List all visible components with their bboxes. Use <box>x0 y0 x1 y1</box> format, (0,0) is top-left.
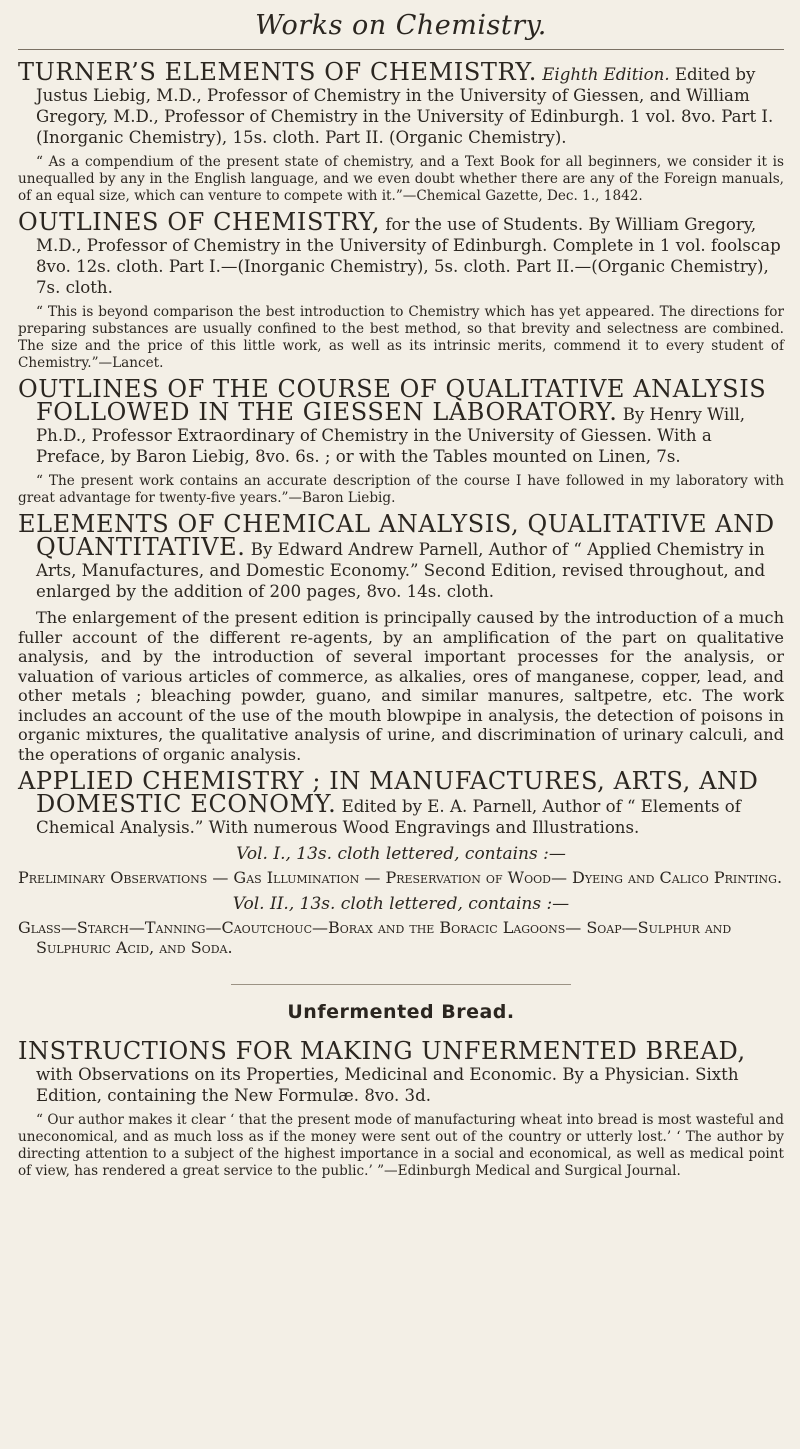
entry-quote: “ This is beyond comparison the best introduction to Chemistry which has yet appeared. The directions for preparing substances are usually confined to the best method, so that brevity and selectness are combined. The size and the price of this little work, as well as its intrinsic merits, commend it to every student of Chemistry.”—Lancet. <box>18 304 784 371</box>
entry-main <box>18 375 784 467</box>
entry-title: APPLIED CHEMISTRY ; IN MANUFACTURES, ARTS, AND DOMESTIC ECONOMY. <box>18 767 759 818</box>
running-head: Works on Chemistry. <box>255 10 547 41</box>
entry-title: INSTRUCTIONS FOR MAKING UNFERMENTED BREAD, <box>18 1037 746 1065</box>
entry-quote: “ Our author makes it clear ‘ that the present mode of manufacturing wheat into bread is most wasteful and uneconomical, and as much loss as if the money were sent out of the country or utterly lost.’ ‘ The author by directing attention to a subject of the highest importance in a social and economical, as well as medical point of view, has rendered a great service to the public.’ ”—Edinburgh Medical and Surgical Journal. <box>18 1112 784 1179</box>
entry-quote: “ As a compendium of the present state of chemistry, and a Text Book for all beginners, we consider it is unequalled by any in the English language, and we even doubt whether there are any of the Foreign manuals, of an equal size, which can venture to compete with it.”—Chemical Gazette, Dec. 1., 1842. <box>18 154 784 204</box>
entry-body: for the use of Students. By William Gregory, M.D., Professor of Chemistry in the University of Edinburgh. Complete in 1 vol. foolscap 8vo. 12s. cloth. Part I.—(Inorganic Chemistry), 5s. cloth. Part II.—(Organic Chemistry), 7s. cloth. <box>36 215 781 297</box>
entry-notes: The enlargement of the present edition is principally caused by the introduction of a much fuller account of the different re-agents, by an amplification of the part on qualitative analysis, and by the introduction of several important processes for the analysis, or valuation of various articles of commerce, as alkalies, ores of manganese, copper, lead, and other metals ; bleaching powder, guano, and similar manures, saltpetre, etc. The work includes an account of the use of the mouth blowpipe in analysis, the detection of poisons in organic mixtures, the qualitative analysis of urine, and discrimination of urinary calculi, and the operations of organic analysis. <box>18 608 784 764</box>
entry-title: ELEMENTS OF CHEMICAL ANALYSIS, QUALITATIVE AND QUANTITATIVE. <box>18 510 775 561</box>
section-heading: Unfermented Bread. <box>287 1001 515 1023</box>
entry-main <box>18 510 784 602</box>
volume-contents: Preliminary Observations — Gas Illumination — Preservation of Wood— Dyeing and Calico Printing. <box>18 868 783 887</box>
entry-unfermented-bread <box>18 1037 784 1180</box>
volume-heading: Vol. I., 13s. cloth lettered, contains :— <box>236 844 566 864</box>
entry-title: OUTLINES OF CHEMISTRY, <box>18 208 381 236</box>
entry-applied-chemistry <box>18 767 784 958</box>
entry-quote: “ The present work contains an accurate description of the course I have followed in my laboratory with great advantage for twenty-five years.”—Baron Liebig. <box>18 473 784 506</box>
entry-turner <box>18 58 784 205</box>
volume-contents: Glass—Starch—Tanning—Caoutchouc—Borax and the Boracic Lagoons— Soap—Sulphur and Sulphuric Acid, and Soda. <box>18 918 732 957</box>
entry-main <box>18 58 784 148</box>
entry-body: By Edward Andrew Parnell, Author of “ Applied Chemistry in Arts, Manufactures, and Domestic Economy.” Second Edition, revised throughout, and enlarged by the addition of 200 pages, 8vo. 14s. cloth. <box>36 540 766 601</box>
entry-body: Edited by Justus Liebig, M.D., Professor of Chemistry in the University of Giessen, and William Gregory, M.D., Professor of Chemistry in the University of Edinburgh. 1 vol. 8vo. Part I. (Inorganic Chemistry), 15s. cloth. Part II. (Organic Chemistry). <box>36 65 774 147</box>
entry-outlines-chemistry <box>18 208 784 372</box>
entry-body: with Observations on its Properties, Medicinal and Economic. By a Physician. Sixth Edition, containing the New Formulæ. 8vo. 3d. <box>36 1065 739 1105</box>
volume-heading: Vol. II., 13s. cloth lettered, contains :— <box>232 894 570 914</box>
entry-main <box>18 208 784 298</box>
entry-edition: Eighth Edition. <box>542 65 670 84</box>
entry-title: TURNER’S ELEMENTS OF CHEMISTRY. <box>18 58 538 86</box>
entry-title: OUTLINES OF THE COURSE OF QUALITATIVE ANALYSIS FOLLOWED IN THE GIESSEN LABORATORY. <box>18 375 767 426</box>
section-divider <box>231 984 571 985</box>
entry-main <box>18 767 784 838</box>
entry-qualitative-analysis <box>18 375 784 507</box>
entry-body: By Henry Will, Ph.D., Professor Extraordinary of Chemistry in the University of Giessen. With a Preface, by Baron Liebig, 8vo. 6s. ; or with the Tables mounted on Linen, 7s. <box>36 405 746 466</box>
header-rule <box>18 49 784 50</box>
entry-main <box>18 1037 784 1106</box>
entry-body: Edited by E. A. Parnell, Author of “ Elements of Chemical Analysis.” With numerous Wood Engravings and Illustrations. <box>36 797 741 837</box>
entry-chemical-analysis <box>18 510 784 764</box>
